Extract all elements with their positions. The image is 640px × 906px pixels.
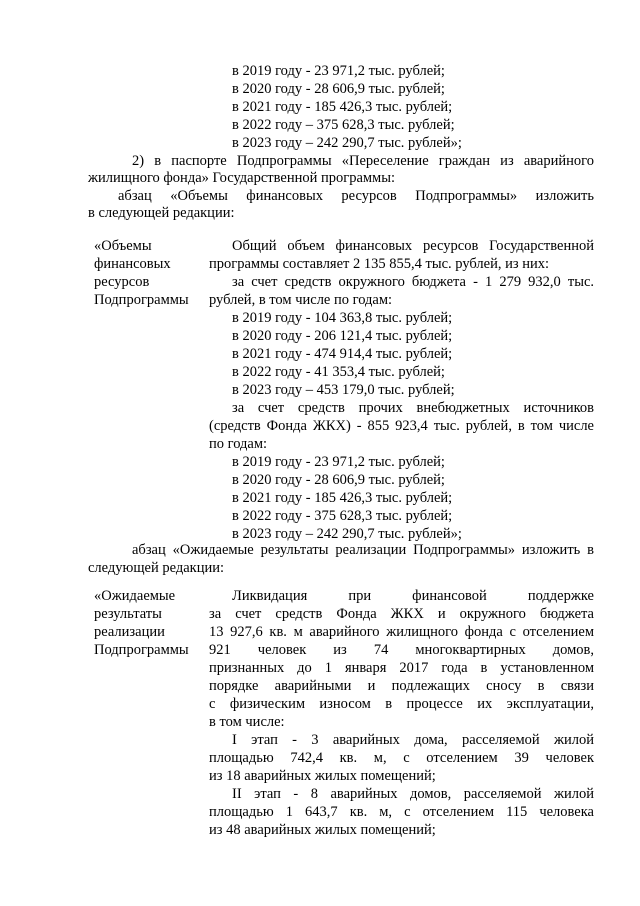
block1-label-line: финансовых xyxy=(94,256,171,272)
block2-label-line: «Ожидаемые xyxy=(94,588,176,604)
block2-line: 921 человек из 74 многоквартирных домов, xyxy=(209,642,594,658)
para1-line2: в следующей редакции: xyxy=(88,205,235,221)
block2-line: 13 927,6 кв. м аварийного жилищного фонда с отселением xyxy=(209,624,594,640)
block2-line: за счет средств Фонда ЖКХ и окружного бюджета xyxy=(209,606,594,622)
year-line: в 2020 году - 28 606,9 тыс. рублей; xyxy=(232,81,445,97)
item2-line2: жилищного фонда» Государственной программы: xyxy=(88,170,396,186)
block1-line: программы составляет 2 135 855,4 тыс. рублей, из них: xyxy=(209,256,549,272)
block1-line: Общий объем финансовых ресурсов Государственной xyxy=(232,238,594,254)
year-line: в 2019 году - 23 971,2 тыс. рублей; xyxy=(232,454,445,470)
block1-label-line: ресурсов xyxy=(94,274,150,290)
block2-line: из 18 аварийных жилых помещений; xyxy=(209,768,436,784)
block1-label-line: Подпрограммы xyxy=(94,292,189,308)
block2-line: признанных до 1 января 2017 года в установленном xyxy=(209,660,594,676)
block2-label-line: Подпрограммы xyxy=(94,642,189,658)
year-line: в 2019 году - 104 363,8 тыс. рублей; xyxy=(232,310,453,326)
block1-line: по годам: xyxy=(209,436,268,452)
block1-line: за счет средств окружного бюджета - 1 279 932,0 тыс. xyxy=(232,274,594,290)
block2-line: с физическим износом в процессе их эксплуатации, xyxy=(209,696,594,712)
block2-label-line: результаты xyxy=(94,606,162,622)
block2-label-line: реализации xyxy=(94,624,165,640)
block2-line: I этап - 3 аварийных дома, расселяемой жилой xyxy=(232,732,594,748)
year-line: в 2019 году - 23 971,2 тыс. рублей; xyxy=(232,63,445,79)
block1-label-line: «Объемы xyxy=(94,238,152,254)
year-line: в 2022 году - 375 628,3 тыс. рублей; xyxy=(232,508,453,524)
para1-line1: абзац «Объемы финансовых ресурсов Подпрограммы» изложить xyxy=(118,188,594,204)
year-line: в 2021 году - 185 426,3 тыс. рублей; xyxy=(232,490,453,506)
block2-line: площадью 1 643,7 кв. м, с отселением 115 человека xyxy=(209,804,594,820)
block2-line: порядке аварийными и подлежащих сносу в связи xyxy=(209,678,594,694)
block1-line: рублей, в том числе по годам: xyxy=(209,292,393,308)
year-line: в 2022 году – 375 628,3 тыс. рублей; xyxy=(232,117,455,133)
block2-line: Ликвидация при финансовой поддержке xyxy=(232,588,594,604)
block2-line: II этап - 8 аварийных домов, расселяемой жилой xyxy=(232,786,594,802)
block2-line: из 48 аварийных жилых помещений; xyxy=(209,822,436,838)
block2-line: в том числе: xyxy=(209,714,285,730)
para2-line1: абзац «Ожидаемые результаты реализации Подпрограммы» изложить в xyxy=(132,542,594,558)
year-line: в 2020 году - 28 606,9 тыс. рублей; xyxy=(232,472,445,488)
item2-line1: 2) в паспорте Подпрограммы «Переселение граждан из аварийного xyxy=(132,153,594,169)
year-line: в 2023 году – 242 290,7 тыс. рублей»; xyxy=(232,526,462,542)
block1-line: (средств Фонда ЖКХ) - 855 923,4 тыс. рублей, в том числе xyxy=(209,418,594,434)
year-line: в 2023 году – 453 179,0 тыс. рублей; xyxy=(232,382,455,398)
year-line: в 2021 году - 474 914,4 тыс. рублей; xyxy=(232,346,453,362)
year-line: в 2022 году - 41 353,4 тыс. рублей; xyxy=(232,364,445,380)
year-line: в 2021 году - 185 426,3 тыс. рублей; xyxy=(232,99,453,115)
year-line: в 2020 году - 206 121,4 тыс. рублей; xyxy=(232,328,453,344)
block2-line: площадью 742,4 кв. м, с отселением 39 человек xyxy=(209,750,594,766)
para2-line2: следующей редакции: xyxy=(88,560,225,576)
block1-line: за счет средств прочих внебюджетных источников xyxy=(232,400,594,416)
year-line: в 2023 году – 242 290,7 тыс. рублей»; xyxy=(232,135,462,151)
